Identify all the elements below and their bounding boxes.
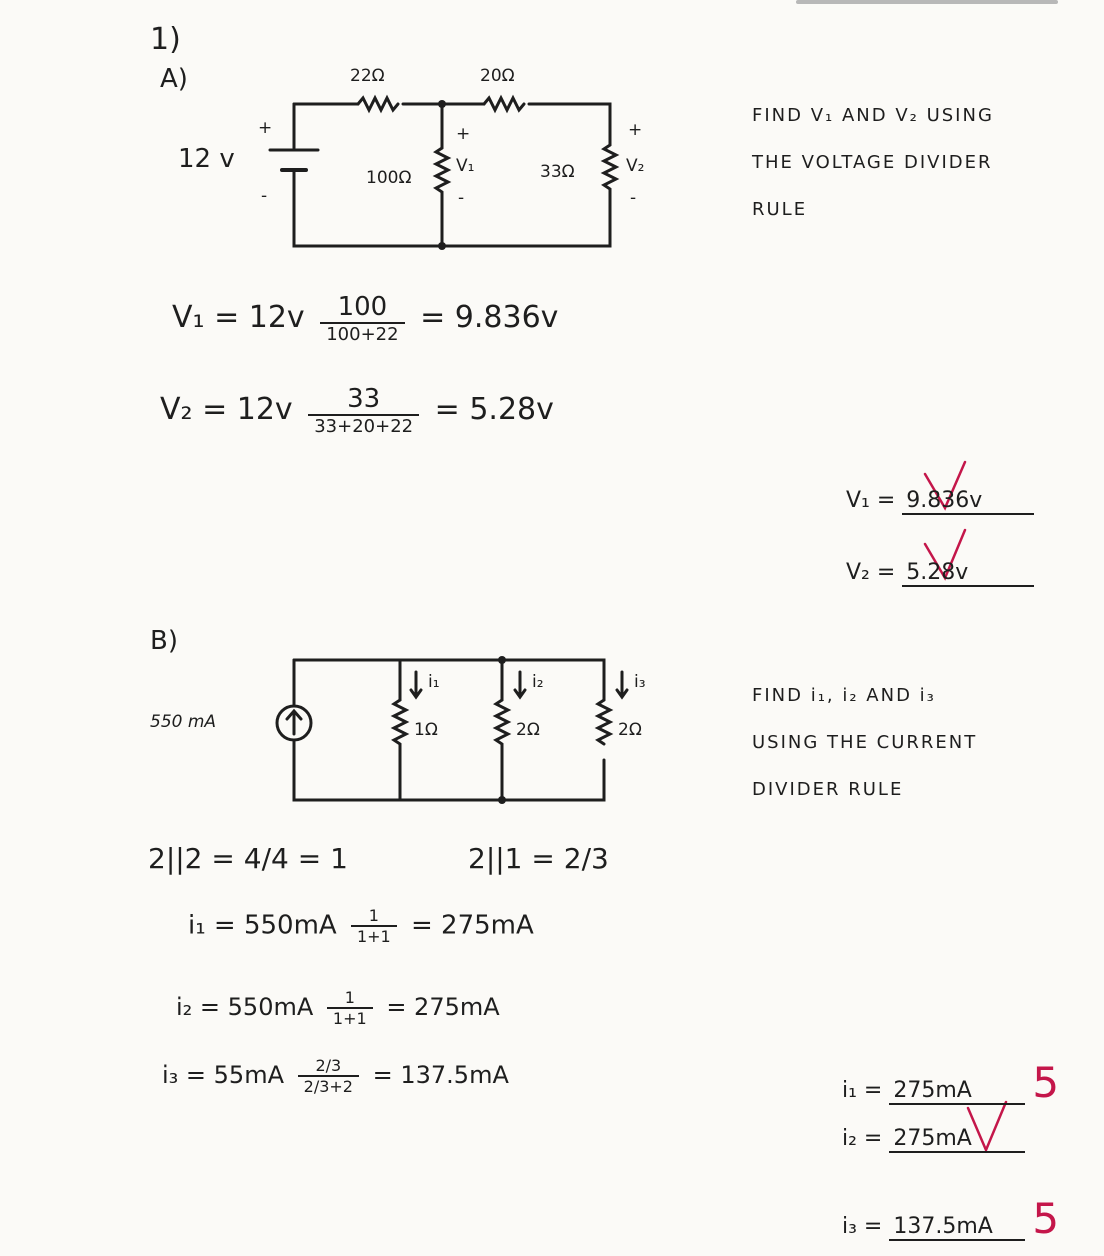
i1-label: i₁: [428, 672, 440, 692]
part-b-instruction: [752, 672, 977, 813]
v2-minus: -: [630, 188, 637, 208]
equation-lhs: V₁ = 12v: [172, 300, 305, 335]
resistor-33: [604, 145, 616, 205]
answer-label: i₁ =: [842, 1078, 883, 1103]
v2-plus: +: [628, 120, 643, 140]
fraction-numerator: 33: [347, 384, 381, 414]
instruction-line: DIVIDER RULE: [752, 779, 904, 800]
fraction-denominator: 2/3+2: [298, 1075, 359, 1096]
fraction-numerator: 2/3: [315, 1056, 342, 1075]
source-plus: +: [258, 118, 273, 138]
source-arrow: [287, 711, 301, 734]
fraction: [327, 988, 373, 1028]
resistor-b3-label: 2Ω: [618, 720, 642, 740]
instruction-line: THE VOLTAGE DIVIDER: [752, 152, 993, 173]
answer-label: i₂ =: [842, 1126, 883, 1151]
grade-mark: 5: [1032, 1058, 1060, 1107]
instruction-line: RULE: [752, 199, 808, 220]
equation-lhs: i₃ = 55mA: [162, 1061, 284, 1089]
instruction-line: FIND V₁ AND V₂ USING: [752, 105, 994, 126]
answer-value: 9.836v: [902, 488, 1034, 515]
equation-v1: [172, 292, 558, 345]
parallel-calc-1: 2||2 = 4/4 = 1: [148, 842, 348, 875]
equation-lhs: i₁ = 550mA: [188, 910, 337, 941]
resistor-100: [436, 148, 448, 246]
resistor-b2-label: 2Ω: [516, 720, 540, 740]
resistor-22-label: 22Ω: [350, 66, 385, 86]
resistor-20: [484, 98, 524, 110]
resistor-b1: [394, 700, 406, 800]
answer-v1: [846, 488, 1034, 515]
instruction-line: USING THE CURRENT: [752, 732, 978, 753]
equation-result: = 275mA: [411, 910, 534, 941]
problem-number: 1): [150, 22, 181, 57]
resistor-20-label: 20Ω: [480, 66, 515, 86]
fraction-denominator: 1+1: [327, 1007, 373, 1028]
i3-label: i₃: [634, 672, 646, 692]
source-voltage-label: 12 v: [178, 144, 235, 174]
answer-v2: [846, 560, 1034, 587]
resistor-22: [358, 98, 398, 110]
equation-lhs: i₂ = 550mA: [176, 993, 314, 1021]
answer-i3: [842, 1194, 1059, 1243]
part-a-label: A): [160, 64, 188, 94]
fraction-denominator: 100+22: [320, 322, 404, 345]
i2-label: i₂: [532, 672, 544, 692]
part-b-label: B): [150, 626, 178, 656]
grade-mark: 5: [1032, 1194, 1060, 1243]
resistor-b2: [496, 700, 508, 800]
fraction-numerator: 100: [337, 292, 388, 322]
source-current-label: 550 mA: [150, 712, 217, 732]
fraction: [351, 906, 397, 946]
fraction-denominator: 33+20+22: [308, 414, 419, 437]
answer-label: i₃ =: [842, 1214, 883, 1239]
equation-result: = 137.5mA: [372, 1061, 509, 1089]
resistor-33-label: 33Ω: [540, 162, 575, 182]
source-minus: -: [261, 186, 268, 206]
answer-value: 137.5mA: [889, 1214, 1025, 1241]
v1-minus: -: [458, 188, 465, 208]
parallel-calc-2: 2||1 = 2/3: [468, 842, 609, 875]
answer-label: V₂ =: [846, 560, 896, 585]
answer-i2: [842, 1126, 1025, 1153]
equation-v2: [160, 384, 554, 437]
fraction-numerator: 1: [368, 906, 379, 925]
v2-label: V₂: [626, 156, 645, 176]
fraction-denominator: 1+1: [351, 925, 397, 946]
equation-result: = 5.28v: [434, 392, 554, 427]
fraction-numerator: 1: [344, 988, 355, 1007]
answer-value: 5.28v: [902, 560, 1034, 587]
resistor-b3: [598, 700, 610, 744]
fraction: [298, 1056, 359, 1096]
instruction-line: FIND i₁, i₂ AND i₃: [752, 685, 936, 706]
v1-plus: +: [456, 124, 471, 144]
circuit-b: [277, 660, 627, 800]
fraction: [320, 292, 404, 345]
answer-value: 275mA: [889, 1078, 1025, 1105]
equation-i3: [162, 1056, 509, 1096]
part-a-instruction: [752, 92, 994, 233]
v1-label: V₁: [456, 156, 475, 176]
equation-result: = 9.836v: [420, 300, 559, 335]
fraction: [308, 384, 419, 437]
answer-label: V₁ =: [846, 488, 896, 513]
resistor-b1-label: 1Ω: [414, 720, 438, 740]
resistor-100-label: 100Ω: [366, 168, 412, 188]
equation-result: = 275mA: [386, 993, 500, 1021]
answer-i1: [842, 1058, 1059, 1107]
answer-value: 275mA: [889, 1126, 1025, 1153]
equation-i2: [176, 988, 500, 1028]
equation-i1: [188, 906, 534, 946]
equation-lhs: V₂ = 12v: [160, 392, 293, 427]
